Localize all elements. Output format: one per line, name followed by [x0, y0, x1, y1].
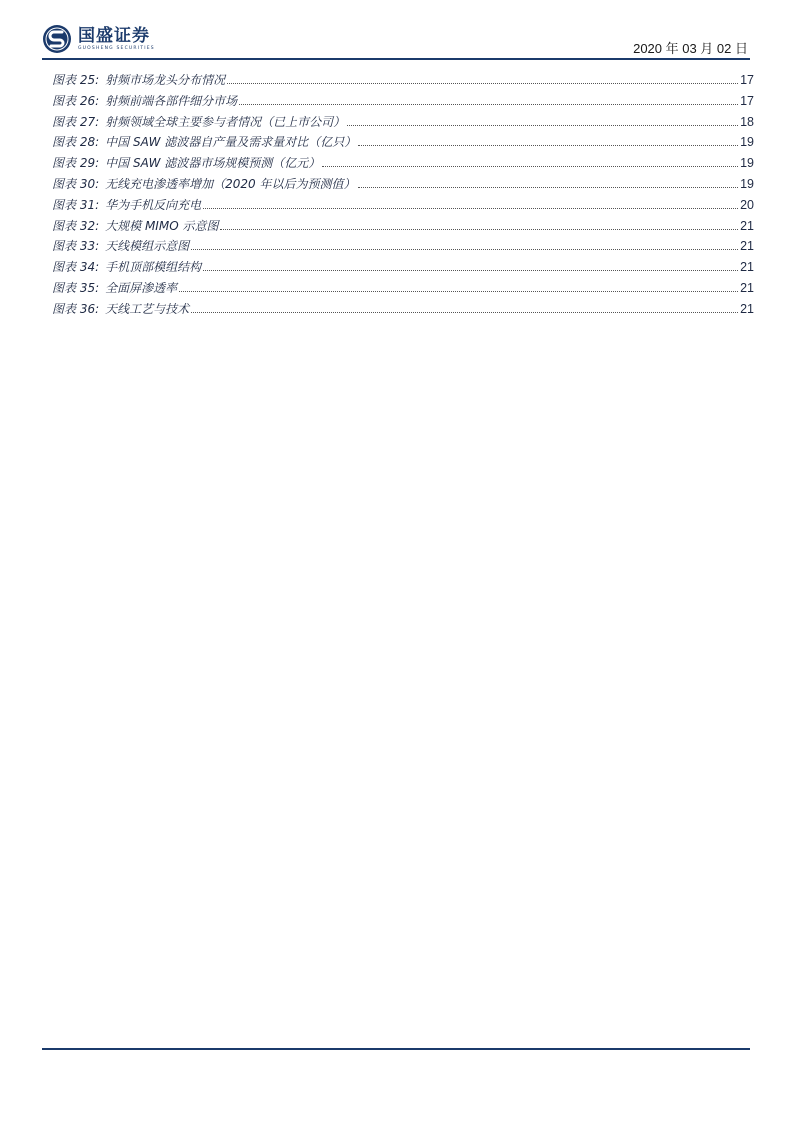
- toc-figure-title: 全面屏渗透率: [105, 280, 178, 295]
- toc-figure-label: 图表 26:: [52, 93, 100, 108]
- toc-entry[interactable]: [52, 132, 754, 153]
- toc-figure-label: 图表 29:: [52, 156, 100, 171]
- toc-page-number: 21: [740, 260, 754, 275]
- toc-leader-dots: [203, 269, 738, 271]
- toc-page-number: 19: [740, 156, 754, 171]
- toc-figure-title: 天线模组示意图: [105, 239, 190, 254]
- toc-leader-dots: [203, 207, 738, 209]
- header-divider: [42, 58, 750, 60]
- guosheng-logo-icon: [42, 24, 72, 54]
- toc-figure-title: 手机顶部模组结构: [105, 260, 202, 275]
- toc-figure-title: 中国 SAW 滤波器市场规模预测（亿元）: [105, 156, 321, 171]
- page-header: [42, 20, 750, 60]
- toc-page-number: 17: [740, 93, 754, 108]
- toc-figure-label: 图表 33:: [52, 239, 100, 254]
- toc-figure-label: 图表 25:: [52, 73, 100, 87]
- toc-figure-label: 图表 35:: [52, 280, 100, 295]
- toc-page-number: 21: [740, 280, 754, 295]
- toc-leader-dots: [358, 186, 739, 188]
- toc-entry[interactable]: [52, 278, 754, 299]
- toc-leader-dots: [358, 144, 738, 146]
- toc-entry[interactable]: [52, 174, 754, 195]
- toc-page-number: 18: [740, 114, 754, 129]
- toc-page-number: 20: [740, 197, 754, 212]
- toc-leader-dots: [227, 82, 738, 84]
- toc-entry[interactable]: [52, 153, 754, 174]
- toc-page-number: 17: [740, 73, 754, 87]
- toc-figure-label: 图表 36:: [52, 301, 100, 316]
- logo-chinese-name: 国盛证券: [78, 26, 150, 46]
- toc-entry[interactable]: [52, 70, 754, 91]
- toc-entry[interactable]: [52, 257, 754, 278]
- toc-leader-dots: [191, 248, 738, 250]
- figure-table-of-contents: [52, 70, 754, 320]
- toc-entry[interactable]: [52, 195, 754, 216]
- toc-entry[interactable]: [52, 236, 754, 257]
- toc-entry[interactable]: [52, 216, 754, 237]
- report-date: 2020 年 03 月 02 日: [633, 41, 748, 56]
- toc-page-number: 21: [740, 301, 754, 316]
- toc-figure-label: 图表 34:: [52, 260, 100, 275]
- logo-english-name: GUOSHENG SECURITIES: [78, 46, 155, 51]
- toc-page-number: 21: [740, 218, 754, 233]
- toc-leader-dots: [179, 290, 738, 292]
- toc-leader-dots: [191, 311, 738, 313]
- toc-figure-title: 射频领域全球主要参与者情况（已上市公司）: [105, 114, 346, 129]
- company-logo: [42, 24, 155, 54]
- toc-figure-title: 华为手机反向充电: [105, 197, 202, 212]
- toc-leader-dots: [239, 103, 738, 105]
- toc-page-number: 19: [740, 176, 754, 191]
- toc-figure-label: 图表 31:: [52, 197, 100, 212]
- toc-figure-title: 大规模 MIMO 示意图: [105, 218, 219, 233]
- toc-page-number: 19: [740, 135, 754, 150]
- toc-figure-label: 图表 28:: [52, 135, 100, 150]
- toc-figure-title: 中国 SAW 滤波器自产量及需求量对比（亿只）: [105, 135, 357, 150]
- toc-entry[interactable]: [52, 112, 754, 133]
- toc-leader-dots: [322, 165, 738, 167]
- toc-entry[interactable]: [52, 91, 754, 112]
- toc-figure-label: 图表 32:: [52, 218, 100, 233]
- toc-figure-title: 无线充电渗透率增加（2020 年以后为预测值）: [105, 176, 356, 191]
- toc-leader-dots: [347, 124, 738, 126]
- toc-entry[interactable]: [52, 299, 754, 320]
- toc-page-number: 21: [740, 239, 754, 254]
- toc-figure-label: 图表 30:: [52, 176, 100, 191]
- toc-figure-title: 射频前端各部件细分市场: [105, 93, 238, 108]
- toc-figure-label: 图表 27:: [52, 114, 100, 129]
- toc-leader-dots: [220, 228, 738, 230]
- footer-divider: [42, 1048, 750, 1050]
- toc-figure-title: 射频市场龙头分布情况: [105, 73, 226, 87]
- toc-figure-title: 天线工艺与技术: [105, 301, 190, 316]
